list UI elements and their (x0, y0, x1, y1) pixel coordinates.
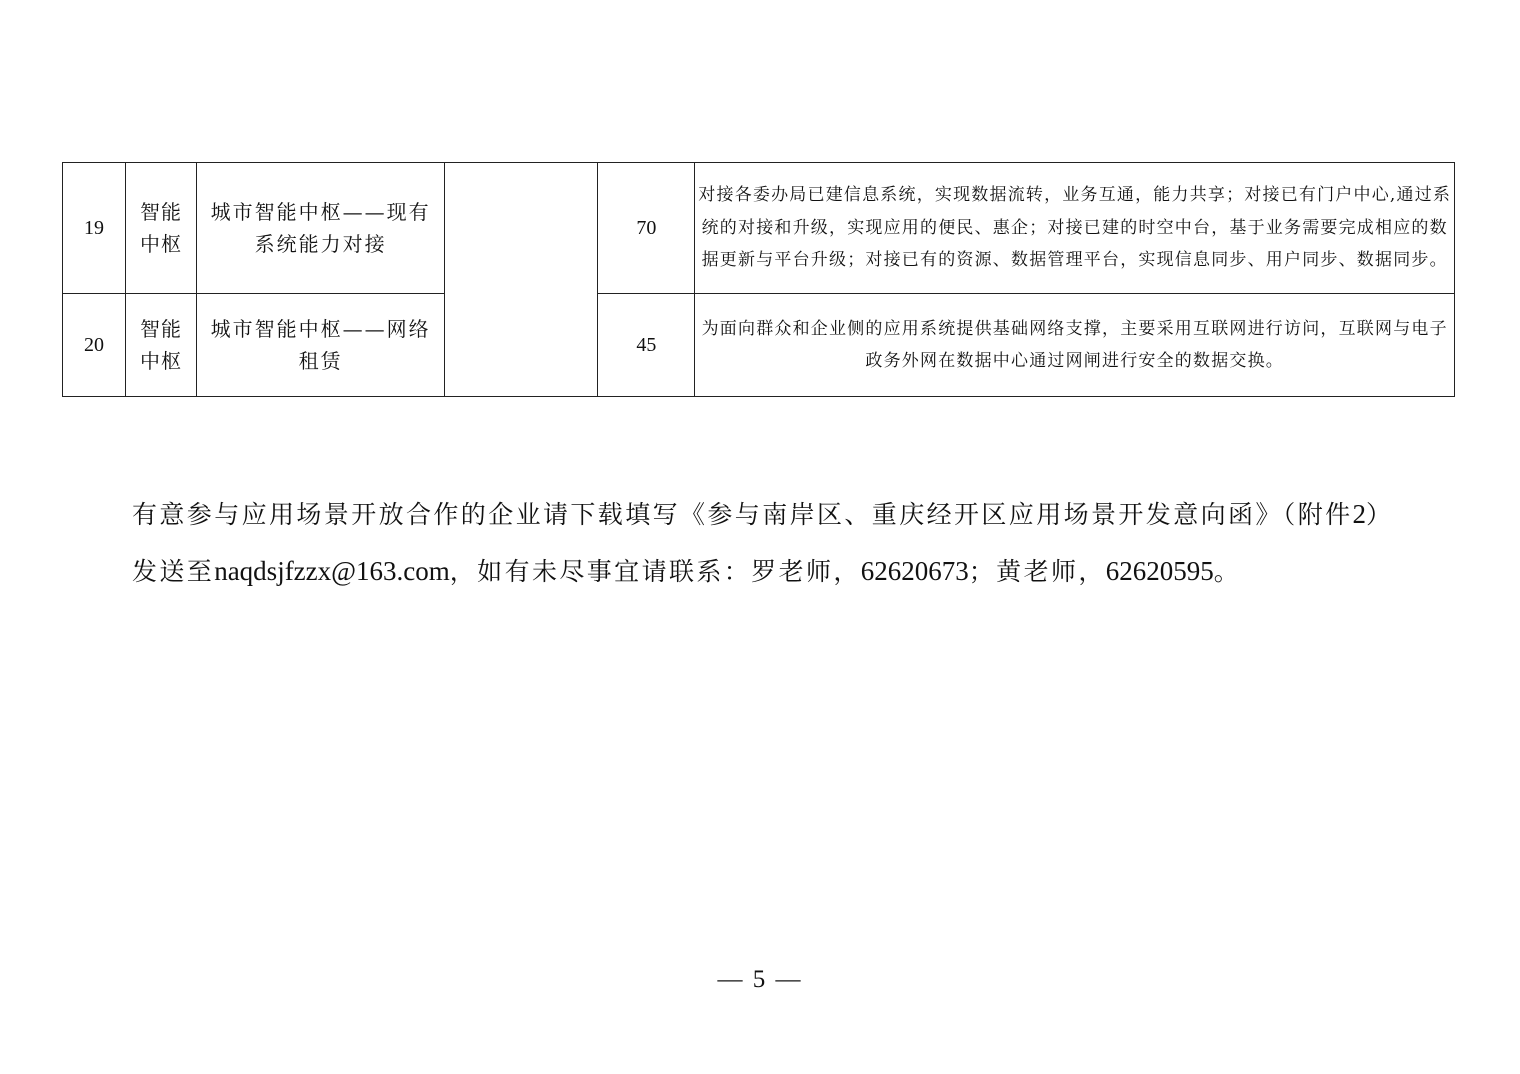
row-project-name (197, 163, 445, 294)
row-category (126, 294, 197, 397)
project-name-line: 城市智能中枢——现有 (210, 200, 431, 224)
note-text: ）发送至 (132, 500, 1381, 586)
row-amount: 70 (598, 163, 695, 294)
table-row (63, 163, 1455, 294)
project-table (62, 162, 1455, 397)
note-text: ，如有未尽事宜请联系：罗老师， (449, 557, 861, 586)
row-category (126, 163, 197, 294)
contact-email: naqdsjfzzx@163.com (214, 556, 450, 586)
row-project-name (197, 294, 445, 397)
note-text: 。 (1213, 557, 1242, 586)
project-name-line: 城市智能中枢——网络 (210, 317, 431, 341)
page-number: — 5 — (717, 966, 803, 993)
row-number: 20 (63, 294, 126, 397)
category-line: 中枢 (140, 349, 183, 373)
row-description: 为面向群众和企业侧的应用系统提供基础网络支撑，主要采用互联网进行访问，互联网与电子政务外网在数据中心通过网闸进行安全的数据交换。 (695, 294, 1455, 397)
table-row (63, 294, 1455, 397)
contact-phone: 62620595 (1105, 556, 1214, 586)
row-description: 对接各委办局已建信息系统，实现数据流转，业务互通，能力共享；对接已有门户中心,通过系统的对接和升级，实现应用的便民、惠企；对接已建的时空中台，基于业务需要完成相应的数据更新与平台升级；对接已有的资源、数据管理平台，实现信息同步、用户同步、数据同步。 (695, 163, 1455, 294)
category-line: 中枢 (140, 232, 183, 256)
note-text: 有意参与应用场景开放合作的企业请下载填写《参与南岸区、重庆经开区应用场景开发意向函》（附件 (132, 500, 1353, 529)
row-amount: 45 (598, 294, 695, 397)
category-line: 智能 (140, 317, 183, 341)
contact-phone: 62620673 (860, 556, 969, 586)
note-attachment-number: 2 (1352, 499, 1367, 529)
project-name-line: 系统能力对接 (254, 232, 387, 256)
category-line: 智能 (140, 200, 183, 224)
row-number: 19 (63, 163, 126, 294)
contact-note (132, 486, 1392, 600)
project-name-line: 租赁 (298, 349, 343, 373)
merged-empty-cell (445, 163, 598, 397)
note-text: ；黄老师， (968, 557, 1106, 586)
